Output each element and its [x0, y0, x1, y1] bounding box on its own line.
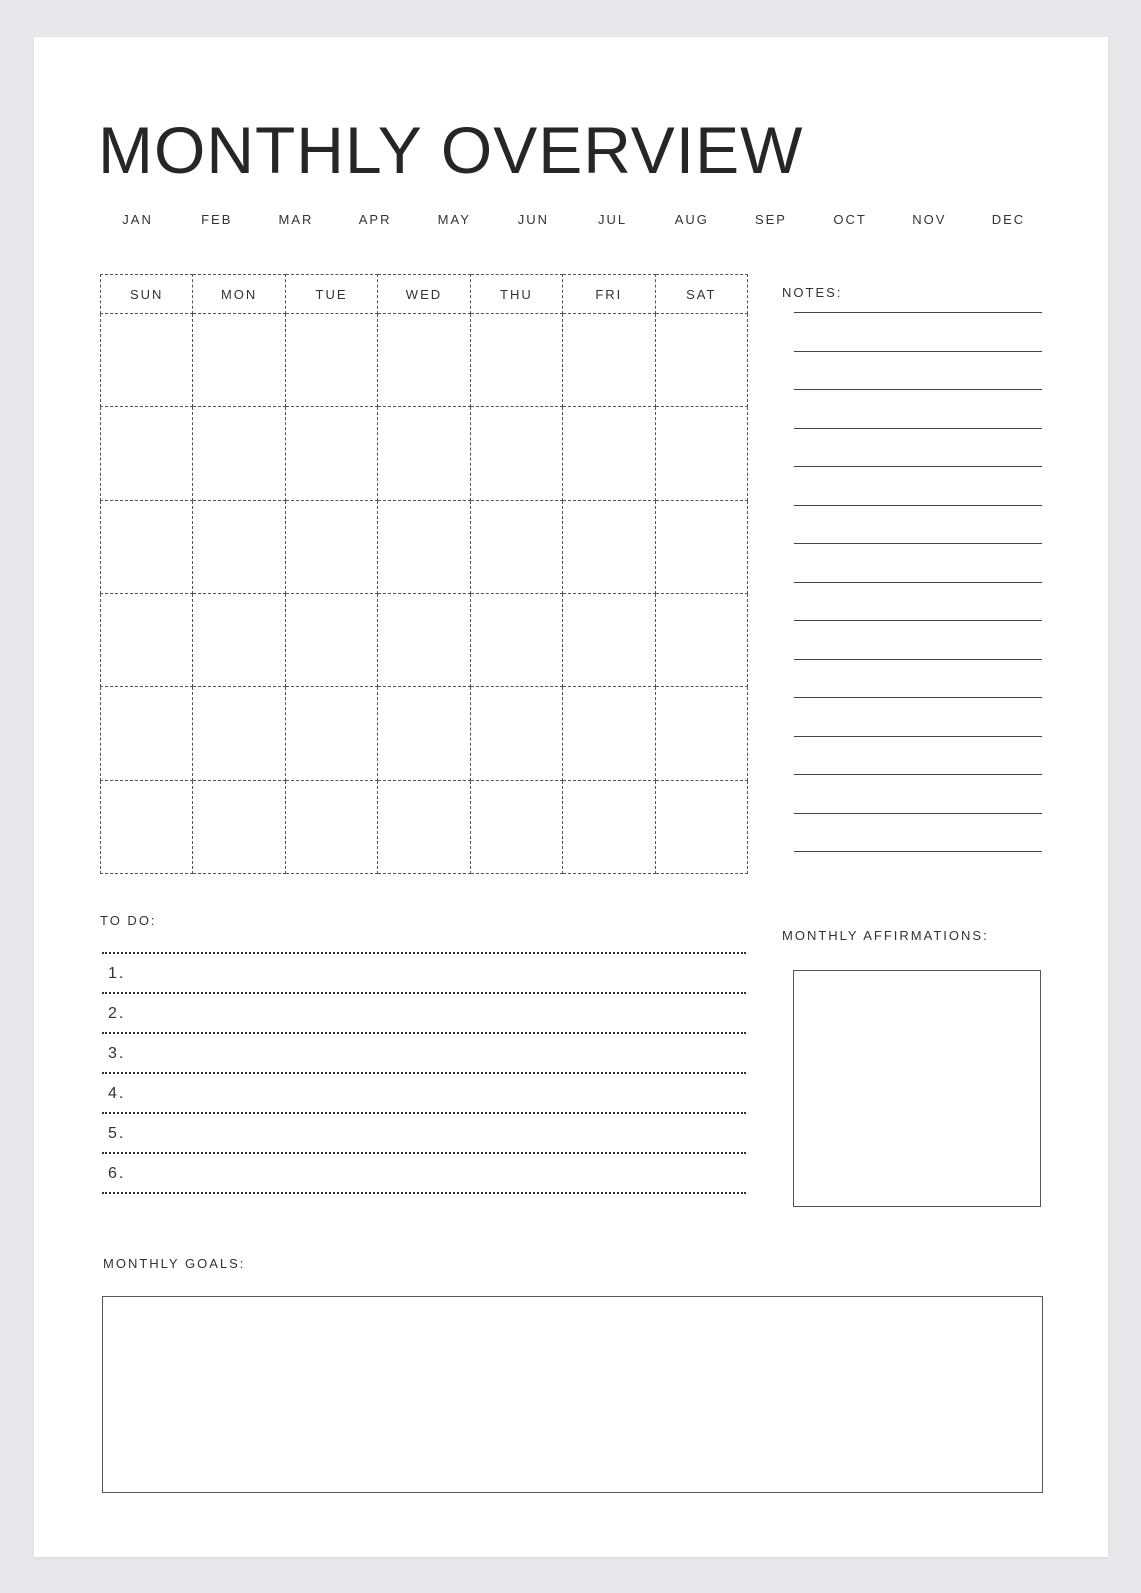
notes-line[interactable]	[794, 467, 1042, 506]
calendar-day-cell[interactable]	[655, 593, 747, 686]
calendar-day-cell[interactable]	[285, 593, 377, 686]
month-jun[interactable]: JUN	[517, 212, 550, 227]
calendar-day-cell[interactable]	[193, 780, 285, 873]
calendar-day-cell[interactable]	[378, 687, 470, 780]
calendar-week-row	[101, 687, 748, 780]
month-may[interactable]: MAY	[437, 212, 471, 227]
calendar-day-cell[interactable]	[563, 780, 655, 873]
calendar-day-cell[interactable]	[655, 687, 747, 780]
calendar-day-cell[interactable]	[378, 314, 470, 407]
calendar-day-cell[interactable]	[470, 593, 562, 686]
weekday-sun: SUN	[101, 275, 193, 314]
todo-label: TO DO:	[100, 913, 157, 928]
todo-list	[102, 952, 746, 1194]
calendar-week-row	[101, 314, 748, 407]
calendar-day-cell[interactable]	[193, 687, 285, 780]
month-oct[interactable]: OCT	[833, 212, 867, 227]
calendar-day-cell[interactable]	[101, 407, 193, 500]
calendar-week-row	[101, 407, 748, 500]
calendar-day-cell[interactable]	[470, 687, 562, 780]
calendar-day-cell[interactable]	[378, 593, 470, 686]
month-aug[interactable]: AUG	[674, 212, 709, 227]
month-nov[interactable]: NOV	[912, 212, 947, 227]
notes-line[interactable]	[794, 737, 1042, 776]
calendar-day-cell[interactable]	[655, 780, 747, 873]
month-feb[interactable]: FEB	[201, 212, 233, 227]
calendar-day-cell[interactable]	[285, 314, 377, 407]
calendar-grid	[100, 274, 748, 874]
todo-item[interactable]	[102, 1074, 746, 1114]
notes-line[interactable]	[794, 544, 1042, 583]
weekday-fri: FRI	[563, 275, 655, 314]
notes-line[interactable]	[794, 313, 1042, 352]
todo-item[interactable]	[102, 994, 746, 1034]
calendar-day-cell[interactable]	[101, 687, 193, 780]
weekday-wed: WED	[378, 275, 470, 314]
month-apr[interactable]: APR	[358, 212, 392, 227]
calendar-day-cell[interactable]	[193, 407, 285, 500]
month-dec[interactable]: DEC	[991, 212, 1026, 227]
notes-lines	[794, 312, 1042, 852]
calendar-day-cell[interactable]	[470, 500, 562, 593]
calendar-day-cell[interactable]	[285, 500, 377, 593]
calendar-day-cell[interactable]	[193, 593, 285, 686]
calendar-day-cell[interactable]	[193, 500, 285, 593]
calendar-day-cell[interactable]	[101, 500, 193, 593]
todo-item[interactable]	[102, 1034, 746, 1074]
calendar-day-cell[interactable]	[101, 780, 193, 873]
calendar-day-cell[interactable]	[470, 407, 562, 500]
weekday-sat: SAT	[655, 275, 747, 314]
calendar-week-row	[101, 500, 748, 593]
todo-item-number: 4.	[108, 1085, 126, 1102]
affirmations-box[interactable]	[793, 970, 1041, 1207]
todo-item-number: 5.	[108, 1125, 126, 1142]
calendar-day-cell[interactable]	[378, 500, 470, 593]
calendar-day-cell[interactable]	[563, 407, 655, 500]
weekday-tue: TUE	[285, 275, 377, 314]
affirmations-label: MONTHLY AFFIRMATIONS:	[782, 928, 989, 943]
calendar-day-cell[interactable]	[193, 314, 285, 407]
notes-line[interactable]	[794, 814, 1042, 853]
todo-item[interactable]	[102, 954, 746, 994]
notes-line[interactable]	[794, 506, 1042, 545]
weekday-mon: MON	[193, 275, 285, 314]
notes-line[interactable]	[794, 698, 1042, 737]
calendar-day-cell[interactable]	[378, 780, 470, 873]
calendar-day-cell[interactable]	[470, 780, 562, 873]
notes-line[interactable]	[794, 390, 1042, 429]
calendar-day-cell[interactable]	[285, 407, 377, 500]
notes-line[interactable]	[794, 583, 1042, 622]
calendar-day-cell[interactable]	[563, 314, 655, 407]
todo-item-number: 1.	[108, 965, 126, 982]
planner-page	[34, 37, 1108, 1557]
calendar-day-cell[interactable]	[655, 314, 747, 407]
calendar-day-cell[interactable]	[563, 687, 655, 780]
todo-item-number: 3.	[108, 1045, 126, 1062]
notes-line[interactable]	[794, 429, 1042, 468]
calendar-day-cell[interactable]	[563, 500, 655, 593]
calendar-body	[101, 314, 748, 874]
month-mar[interactable]: MAR	[278, 212, 314, 227]
notes-line[interactable]	[794, 775, 1042, 814]
notes-line[interactable]	[794, 660, 1042, 699]
month-sep[interactable]: SEP	[754, 212, 787, 227]
calendar-day-cell[interactable]	[101, 314, 193, 407]
todo-item[interactable]	[102, 1154, 746, 1194]
goals-box[interactable]	[102, 1296, 1043, 1493]
weekday-header-row	[101, 275, 748, 314]
calendar-day-cell[interactable]	[378, 407, 470, 500]
todo-item-number: 6.	[108, 1165, 126, 1182]
weekday-thu: THU	[470, 275, 562, 314]
calendar-day-cell[interactable]	[101, 593, 193, 686]
month-jan[interactable]: JAN	[122, 212, 153, 227]
calendar-day-cell[interactable]	[470, 314, 562, 407]
notes-line[interactable]	[794, 352, 1042, 391]
calendar-day-cell[interactable]	[285, 780, 377, 873]
page-title: MONTHLY OVERVIEW	[98, 113, 804, 187]
goals-label: MONTHLY GOALS:	[103, 1256, 246, 1271]
todo-item[interactable]	[102, 1114, 746, 1154]
calendar-week-row	[101, 780, 748, 873]
calendar-week-row	[101, 593, 748, 686]
calendar-day-cell[interactable]	[563, 593, 655, 686]
notes-label: NOTES:	[782, 285, 843, 300]
calendar-day-cell[interactable]	[655, 500, 747, 593]
calendar-day-cell[interactable]	[655, 407, 747, 500]
month-jul[interactable]: JUL	[598, 212, 628, 227]
todo-item-number: 2.	[108, 1005, 126, 1022]
month-selector	[98, 212, 1048, 227]
calendar-day-cell[interactable]	[285, 687, 377, 780]
notes-line[interactable]	[794, 621, 1042, 660]
